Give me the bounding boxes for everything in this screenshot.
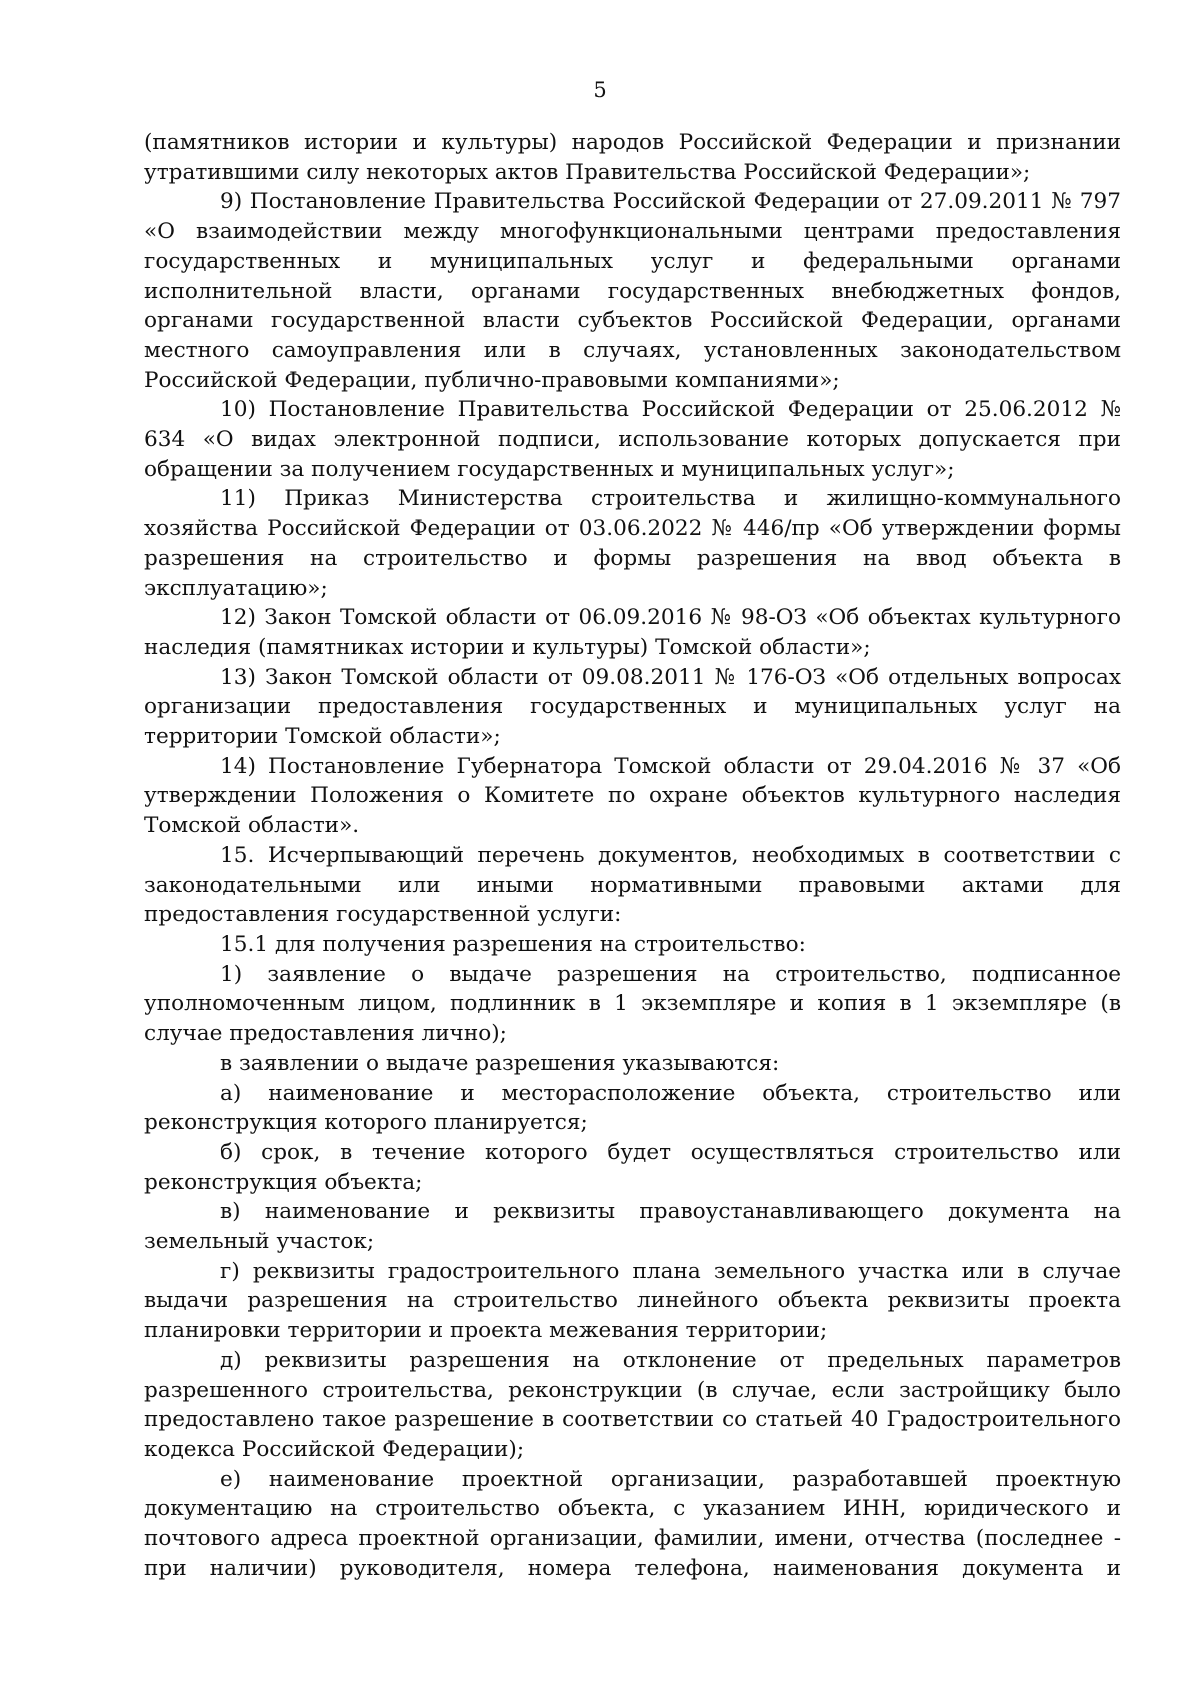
paragraph-item-11: 11) Приказ Министерства строительства и жилищно-коммунального хозяйства Российской Федерации от 03.06.2022 № 446/пр «Об утверждении формы разрешения на строительство и формы разрешения на ввод объекта в эксплуатацию»;	[144, 486, 1121, 601]
paragraph-section-15-1: 15.1 для получения разрешения на строительство:	[220, 931, 806, 957]
paragraph-subitem-g: г) реквизиты градостроительного плана земельного участка или в случае выдачи разрешения на строительство линейного объекта реквизиты проекта планировки территории и проекта межевания территории;	[144, 1258, 1121, 1344]
paragraph-section-15: 15. Исчерпывающий перечень документов, необходимых в соответствии с законодательными или иными нормативными правовыми актами для предоставления государственной услуги:	[144, 842, 1121, 928]
paragraph-continuation: (памятников истории и культуры) народов Российской Федерации и признании утратившими силу некоторых актов Правительства Российской Федерации»;	[144, 130, 1121, 185]
document-body	[144, 128, 1121, 1583]
paragraph-application: 1) заявление о выдаче разрешения на строительство, подписанное уполномоченным лицом, подлинник в 1 экземпляре и копия в 1 экземпляре (в случае предоставления лично);	[144, 961, 1121, 1047]
paragraph-item-13: 13) Закон Томской области от 09.08.2011 № 176-ОЗ «Об отдельных вопросах организации предоставления государственных и муниципальных услуг на территории Томской области»;	[144, 664, 1121, 750]
paragraph-item-9: 9) Постановление Правительства Российской Федерации от 27.09.2011 № 797 «О взаимодействии между многофункциональными центрами предоставления государственных и муниципальных услуг и федеральными органами исполнительной власти, органами государственных внебюджетных фондов, органами государственной власти субъектов Российской Федерации, органами местного самоуправления или в случаях, установленных законодательством Российской Федерации, публично-правовыми компаниями»;	[144, 189, 1121, 393]
paragraph-item-10: 10) Постановление Правительства Российской Федерации от 25.06.2012 № 634 «О видах электронной подписи, использование которых допускается при обращении за получением государственных и муниципальных услуг»;	[144, 397, 1121, 482]
paragraph-application-contents: в заявлении о выдаче разрешения указываются:	[220, 1050, 780, 1076]
paragraph-subitem-a: а) наименование и месторасположение объекта, строительство или реконструкция которого планируется;	[144, 1080, 1121, 1136]
paragraph-subitem-v: в) наименование и реквизиты правоустанавливающего документа на земельный участок;	[144, 1199, 1121, 1255]
paragraph-item-12: 12) Закон Томской области от 06.09.2016 № 98-ОЗ «Об объектах культурного наследия (памятниках истории и культуры) Томской области»;	[144, 605, 1121, 660]
paragraph-subitem-e: е) наименование проектной организации, разработавшей проектную документацию на строительство объекта, с указанием ИНН, юридического и почтового адреса проектной организации, фамилии, имени, отчества (последнее - при наличии) руководителя, номера телефона, наименования документа и	[144, 1466, 1121, 1581]
paragraph-item-14: 14) Постановление Губернатора Томской области от 29.04.2016 № 37 «Об утверждении Положения о Комитете по охране объектов культурного наследия Томской области».	[144, 753, 1121, 839]
page-number: 5	[593, 78, 607, 102]
paragraph-subitem-d: д) реквизиты разрешения на отклонение от предельных параметров разрешенного строительства, реконструкции (в случае, если застройщику было предоставлено такое разрешение в соответствии со статьей 40 Градостроительного кодекса Российской Федерации);	[144, 1347, 1121, 1462]
paragraph-subitem-b: б) срок, в течение которого будет осуществляться строительство или реконструкция объекта;	[144, 1139, 1121, 1195]
